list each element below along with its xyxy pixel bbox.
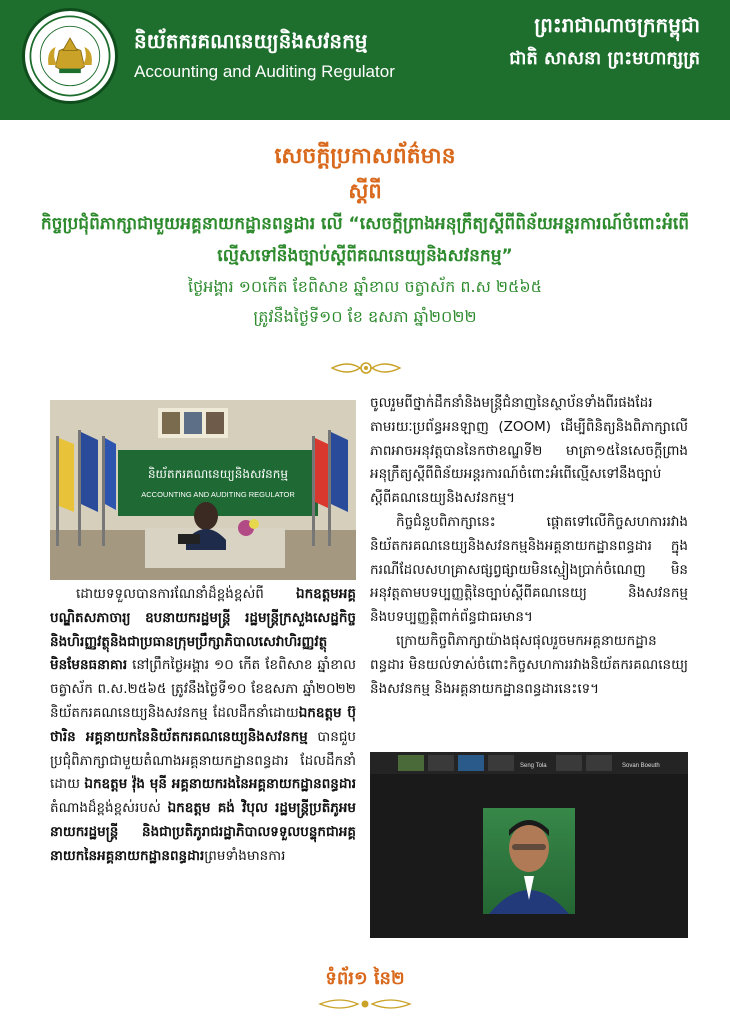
left-text-bold-run: ឯកឧត្តម វ៉ុង មុនី អគ្គនាយករងនៃអគ្គនាយកដ្ឋានពន្ធដារ	[84, 776, 356, 793]
divider-ornament-icon	[330, 358, 402, 378]
kingdom-motto-line2: ជាតិ សាសនា ព្រះមហាក្សត្រ	[509, 48, 700, 69]
right-paragraph-3: ក្រោយកិច្ចពិភាក្សាយ៉ាងផុសផុលរួចមកអគ្គនាយកដ្ឋានពន្ធដារ មិនយល់ទាស់ចំពោះកិច្ចសហការរវាងនិយ័តករគណនេយ្យនិងសវនកម្ម និងអគ្គនាយកដ្ឋានពន្ធដារនេះទេ។	[370, 632, 688, 697]
body-right-column	[370, 392, 688, 750]
header-banner	[0, 0, 730, 120]
subject-heading: កិច្ចប្រជុំពិភាក្សាជាមួយអគ្គនាយកដ្ឋានពន្ធដារ លើ “សេចក្តីព្រាងអនុក្រឹត្យស្តីពីពិន័យអន្តរការណ៍ចំពោះអំពើល្មើសទៅនឹងច្បាប់ស្តីពីគណនេយ្យនិងសវនកម្ម”	[40, 214, 690, 266]
org-name-english: Accounting and Auditing Regulator	[134, 62, 395, 81]
about-label: ស្តីពី	[348, 179, 382, 203]
left-text-bold-run: ឯកឧត្តម ប៊ុ ថារិន អគ្គនាយកនៃនិយ័តករគណនេយ្យនិងសវនកម្ម	[50, 704, 356, 745]
press-release-title: សេចក្តីប្រកាសព័ត៌មាន	[274, 144, 456, 169]
left-text-bold-run: ឯកឧត្តម គង់ វិបុល រដ្ឋមន្ត្រីប្រតិភូអមនាយករដ្ឋមន្ត្រី និងជាប្រតិភូរាជរដ្ឋាភិបាលទទួលបន្ទុកជាអគ្គនាយកនៃអគ្គនាយកដ្ឋានពន្ធដារ	[50, 800, 356, 864]
meeting-room-photo	[50, 400, 356, 580]
aar-logo-icon	[22, 8, 118, 104]
title-block	[0, 140, 730, 332]
right-paragraph-1: ចូលរួមពីថ្នាក់ដឹកនាំនិងមន្ត្រីជំនាញនៃស្ថាប័នទាំងពីរផងដែរ តាមរយៈប្រព័ន្ធអនឡាញ (ZOOM) ដើម្បីពិនិត្យនិងពិភាក្សាលើភាពអាចអនុវត្តបាននៃកថាខណ្ឌទី២ មាត្រា១៥នៃសេចក្តីព្រាងអនុក្រឹត្យស្តីពីពិន័យអន្តរការណ៍ចំពោះអំពើល្មើសទៅនឹងច្បាប់ស្តីពីគណនេយ្យនិងសវនកម្ម។	[370, 395, 688, 507]
wall-sign-khmer: និយ័តករគណនេយ្យនិងសវនកម្ម	[147, 467, 289, 481]
solar-date: ត្រូវនឹងថ្ងៃទី១០ ខែ ឧសភា ឆ្នាំ២០២២	[253, 307, 477, 326]
left-text-run: ព្រមទាំងមានការ	[204, 847, 286, 864]
right-paragraph-2: កិច្ចជំនួបពិភាក្សានេះ ផ្តោតទៅលើកិច្ចសហការរវាងនិយ័តករគណនេយ្យនិងសវនកម្មនិងអគ្គនាយកដ្ឋានពន្ធដារ ក្នុងករណីដែលសហគ្រាសផ្សព្វផ្សាយមិនស្មៀងប្រាក់ចំណេញ មិនអនុវត្តតាមបទប្បញ្ញត្តិនៃច្បាប់ស្តីពីគណនេយ្យ និងសវនកម្ម និងបទប្បញ្ញត្តិពាក់ព័ន្ធជាធរមាន។	[370, 513, 688, 626]
zoom-tile-name-1: Seng Tola	[520, 763, 547, 769]
left-text-bold-run: ឯកឧត្តមអគ្គបណ្ឌិតសភាចារ្យ ឧបនាយករដ្ឋមន្ត្រី រដ្ឋមន្ត្រីក្រសួងសេដ្ឋកិច្ចនិងហិរញ្ញវត្ថុនិងជាប្រធានក្រុមប្រឹក្សាភិបាលសេវាហិរញ្ញវត្ថុមិនមែនធនាគារ	[50, 586, 356, 674]
zoom-tile-name-2: Sovan Boeuth	[622, 763, 660, 769]
body-left-column	[50, 583, 356, 943]
footer-ornament-icon	[318, 996, 412, 1012]
left-text-run: តំណាងដ៏ខ្ពង់ខ្ពស់របស់	[50, 800, 168, 817]
kingdom-motto-line1: ព្រះរាជាណាចក្រកម្ពុជា	[534, 13, 700, 37]
left-paragraph	[50, 583, 356, 869]
left-text-run: នៅព្រឹកថ្ងៃអង្គារ ១០ កើត ខែពិសាខ ឆ្នាំខាល ចត្វាស័ក ព.ស.២៥៦៥ ត្រូវនឹងថ្ងៃទី១០ ខែឧសភា ឆ្នាំ២០២២ និយ័តករគណនេយ្យនិងសវនកម្ម ដែលដឹកនាំដោយ	[50, 657, 356, 721]
lunar-date: ថ្ងៃអង្គារ ១០កើត ខែពិសាខ ឆ្នាំខាល ចត្វាស័ក ព.ស ២៥៦៥	[188, 277, 542, 296]
zoom-call-screenshot	[370, 752, 688, 938]
wall-sign-english: ACCOUNTING AND AUDITING REGULATOR	[141, 490, 295, 499]
page-number: ទំព័រ១ នៃ២	[325, 968, 405, 989]
org-name-khmer: និយ័តករគណនេយ្យនិងសវនកម្ម	[134, 29, 368, 53]
left-text-run: ដោយទទួលបានការណែនាំដ៏ខ្ពង់ខ្ពស់ពី	[76, 586, 296, 602]
aar-logo-emblem-icon	[25, 11, 115, 101]
left-text-run: បានជួបប្រជុំពិភាក្សាជាមួយតំណាងអគ្គនាយកដ្ឋានពន្ធដារ ដែលដឹកនាំដោយ	[50, 728, 356, 793]
